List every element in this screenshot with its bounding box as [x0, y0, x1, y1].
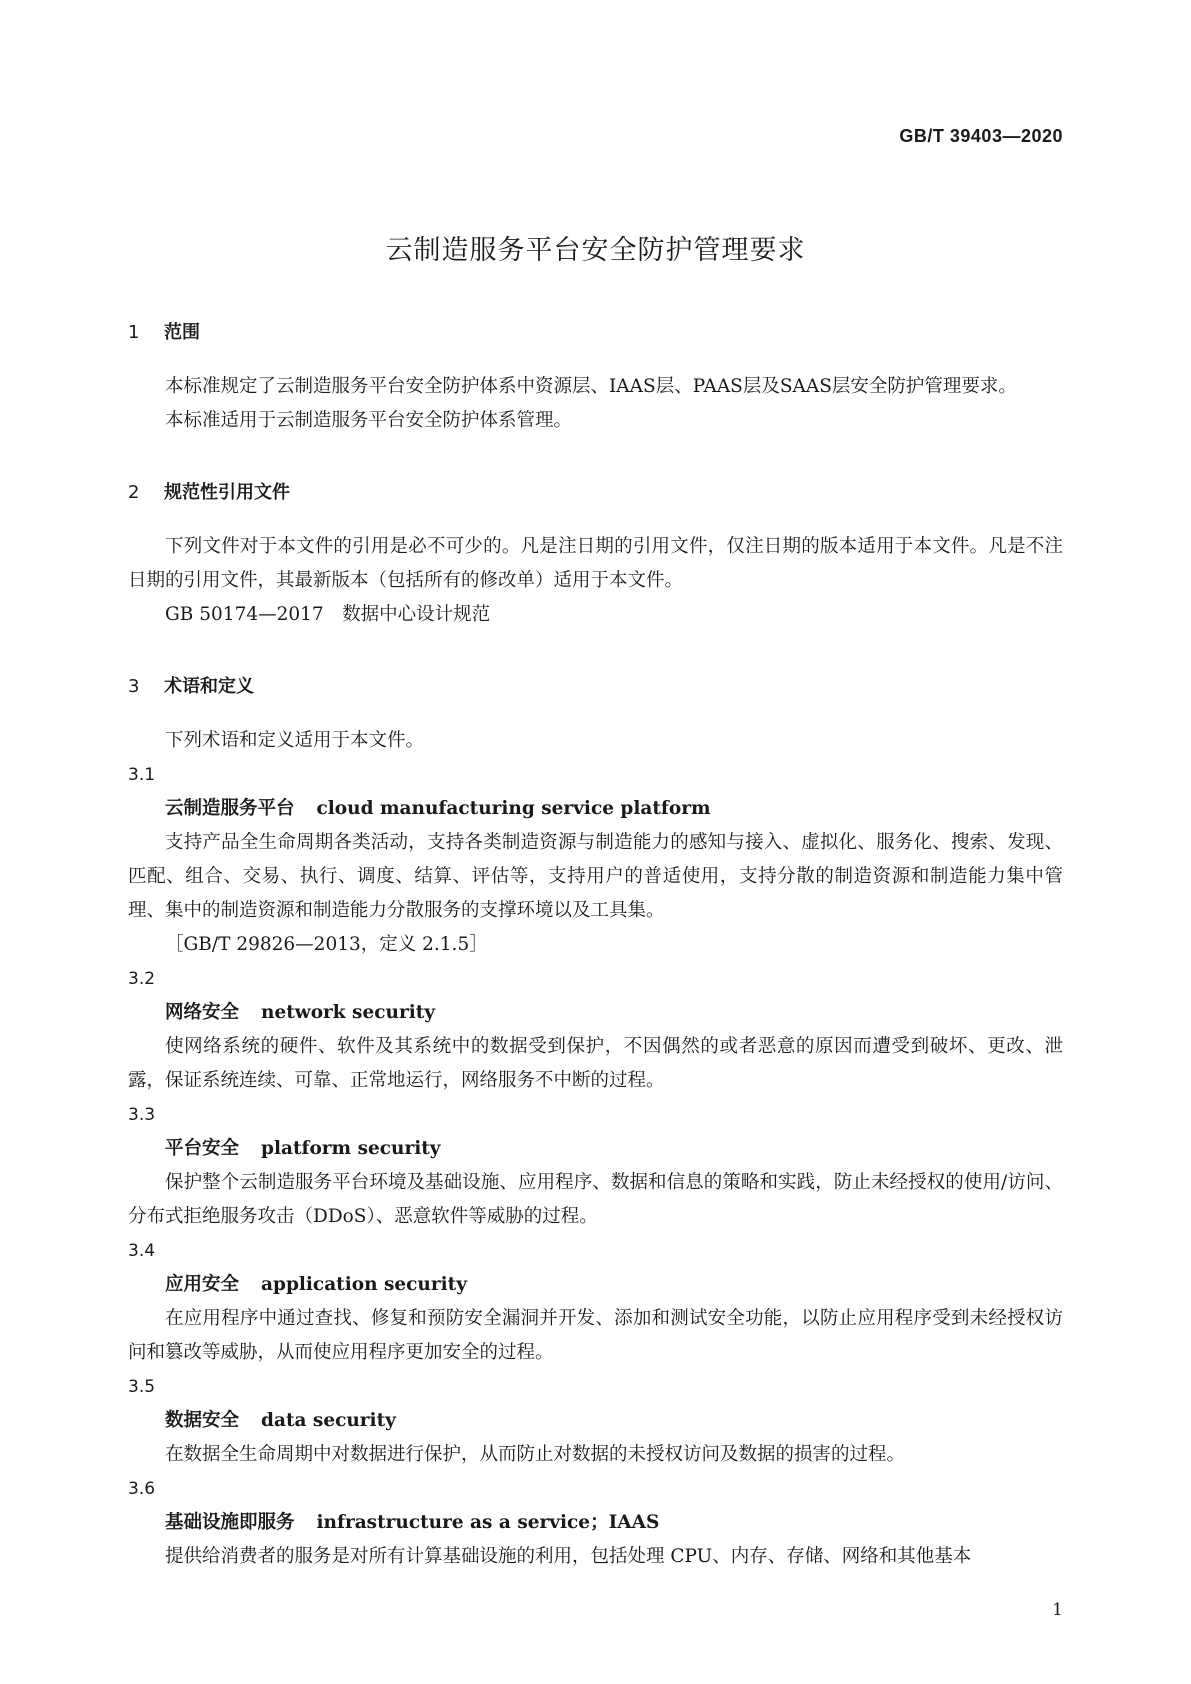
term-source: ［GB/T 29826—2013，定义 2.1.5］ [165, 934, 488, 955]
section-heading-2 [128, 478, 1063, 508]
term-zh: 网络安全 [165, 1002, 240, 1023]
term-definition: 在应用程序中通过查找、修复和预防安全漏洞并开发、添加和测试安全功能，以防止应用程序受到未经授权访问和篡改等威胁，从而使应用程序更加安全的过程。 [128, 1308, 1063, 1363]
document-body [128, 318, 1063, 1574]
section-number: 2 [128, 482, 140, 503]
term-en: cloud manufacturing service platform [316, 798, 711, 819]
term-zh: 平台安全 [165, 1138, 240, 1159]
term-definition: 提供给消费者的服务是对所有计算基础设施的利用，包括处理 CPU、内存、存储、网络和其他基本 [165, 1546, 972, 1567]
term-zh: 数据安全 [165, 1410, 240, 1431]
section-heading-1 [128, 318, 1063, 348]
term-en: infrastructure as a service；IAAS [316, 1512, 660, 1533]
term-zh: 基础设施即服务 [165, 1512, 295, 1533]
section-title: 术语和定义 [164, 676, 254, 697]
page-number: 1 [1052, 1600, 1063, 1620]
section-number: 3 [128, 676, 140, 697]
term-en: network security [261, 1002, 436, 1023]
term-en: platform security [261, 1138, 441, 1159]
section-title: 规范性引用文件 [164, 482, 290, 503]
term-definition: 支持产品全生命周期各类活动，支持各类制造资源与制造能力的感知与接入、虚拟化、服务化、搜索、发现、匹配、组合、交易、执行、调度、结算、评估等，支持用户的普适使用，支持分散的制造资源和制造能力集中管理、集中的制造资源和制造能力分散服务的支撑环境以及工具集。 [128, 832, 1063, 921]
term-en: application security [261, 1274, 467, 1295]
term-number: 3.1 [128, 765, 156, 785]
section-title: 范围 [164, 322, 200, 343]
standard-number: GB/T 39403—2020 [899, 126, 1063, 146]
term-name [128, 996, 1063, 1030]
term-zh: 云制造服务平台 [165, 798, 295, 819]
paragraph: 本标准适用于云制造服务平台安全防护体系管理。 [165, 410, 573, 431]
term-definition: 使网络系统的硬件、软件及其系统中的数据受到保护，不因偶然的或者恶意的原因而遭受到破坏、更改、泄露，保证系统连续、可靠、正常地运行，网络服务不中断的过程。 [128, 1036, 1063, 1091]
term-definition: 保护整个云制造服务平台环境及基础设施、应用程序、数据和信息的策略和实践，防止未经授权的使用/访问、分布式拒绝服务攻击（DDoS）、恶意软件等威胁的过程。 [128, 1172, 1063, 1227]
paragraph: 本标准规定了云制造服务平台安全防护体系中资源层、IAAS层、PAAS层及SAAS层安全防护管理要求。 [165, 376, 1017, 397]
term-name [128, 792, 1063, 826]
document-title: 云制造服务平台安全防护管理要求 [385, 235, 806, 266]
term-number: 3.4 [128, 1241, 156, 1261]
paragraph: 下列术语和定义适用于本文件。 [165, 730, 425, 751]
term-zh: 应用安全 [165, 1274, 240, 1295]
term-name [128, 1506, 1063, 1540]
paragraph: 下列文件对于本文件的引用是必不可少的。凡是注日期的引用文件，仅注日期的版本适用于本文件。凡是不注日期的引用文件，其最新版本（包括所有的修改单）适用于本文件。 [128, 536, 1063, 591]
section-number: 1 [128, 322, 140, 343]
term-number: 3.2 [128, 969, 156, 989]
term-number: 3.3 [128, 1105, 156, 1125]
term-number: 3.6 [128, 1479, 156, 1499]
term-en: data security [261, 1410, 396, 1431]
term-name [128, 1132, 1063, 1166]
section-heading-3 [128, 672, 1063, 702]
term-name [128, 1268, 1063, 1302]
term-number: 3.5 [128, 1377, 156, 1397]
normative-reference: GB 50174—2017 数据中心设计规范 [165, 604, 491, 625]
term-name [128, 1404, 1063, 1438]
term-definition: 在数据全生命周期中对数据进行保护，从而防止对数据的未授权访问及数据的损害的过程。 [165, 1444, 906, 1465]
